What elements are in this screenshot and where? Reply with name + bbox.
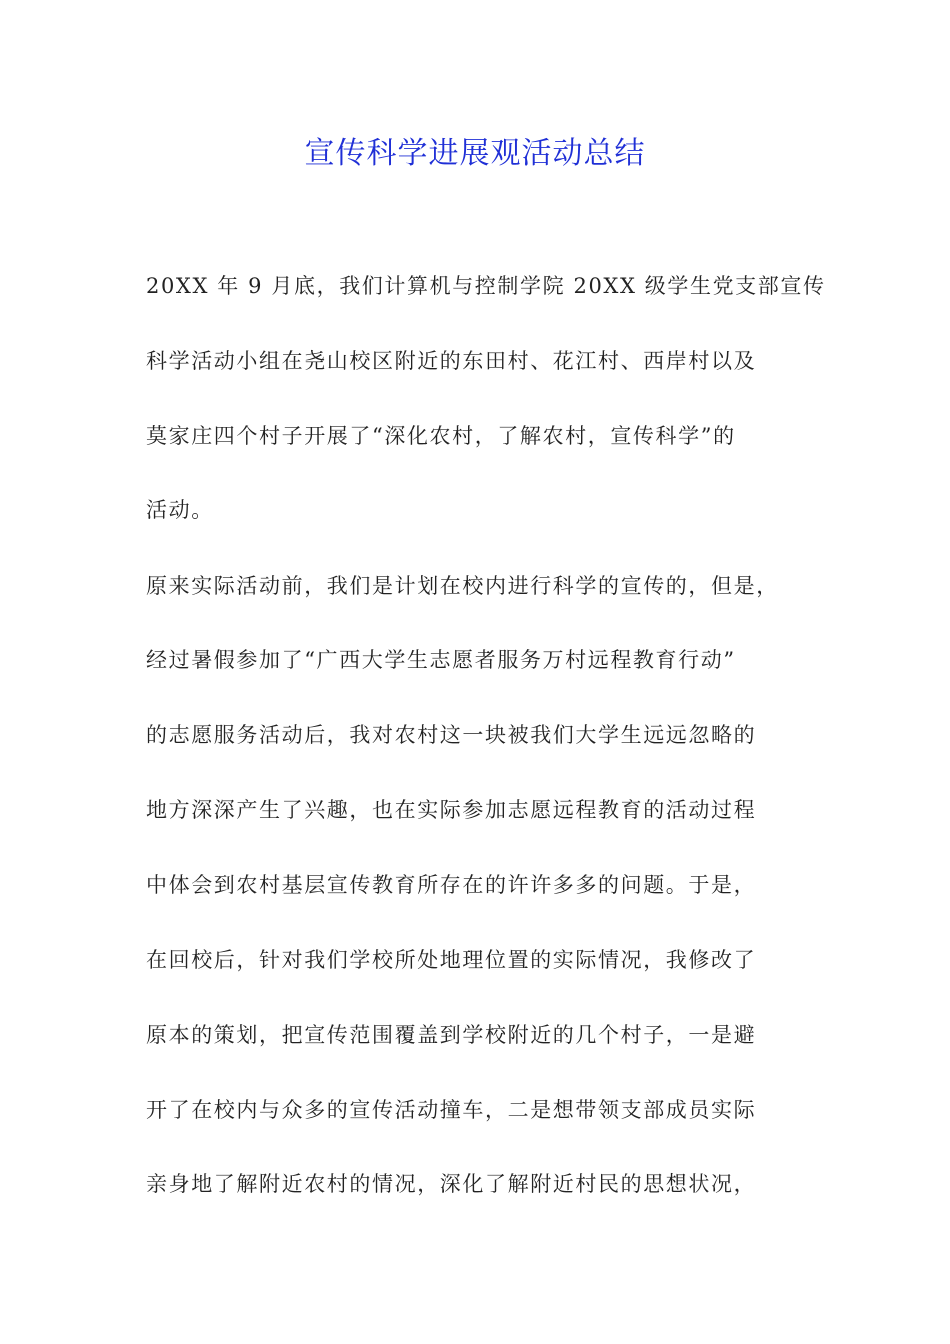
- body-line: 原本的策划，把宣传范围覆盖到学校附近的几个村子，一是避: [146, 1023, 757, 1047]
- body-line: 科学活动小组在尧山校区附近的东田村、花江村、西岸村以及: [146, 349, 757, 373]
- document-title: 宣传科学进展观活动总结: [304, 136, 646, 171]
- body-line: 中体会到农村基层宣传教育所存在的许许多多的问题。于是，: [146, 873, 757, 897]
- body-line: 地方深深产生了兴趣，也在实际参加志愿远程教育的活动过程: [146, 798, 757, 822]
- body-line: 在回校后，针对我们学校所处地理位置的实际情况，我修改了: [146, 948, 757, 972]
- body-line: 20XX 年 9 月底，我们计算机与控制学院 20XX 级学生党支部宣传: [146, 274, 826, 298]
- body-line: 亲身地了解附近农村的情况，深化了解附近村民的思想状况，: [146, 1172, 757, 1196]
- body-line: 的志愿服务活动后，我对农村这一块被我们大学生远远忽略的: [146, 723, 757, 747]
- body-line: 莫家庄四个村子开展了“深化农村，了解农村，宣传科学”的: [146, 424, 736, 448]
- body-line: 原来实际活动前，我们是计划在校内进行科学的宣传的，但是，: [146, 574, 779, 598]
- body-line: 经过暑假参加了“广西大学生志愿者服务万村远程教育行动”: [146, 648, 736, 672]
- body-line: 活动。: [146, 498, 214, 522]
- body-line: 开了在校内与众多的宣传活动撞车，二是想带领支部成员实际: [146, 1098, 757, 1122]
